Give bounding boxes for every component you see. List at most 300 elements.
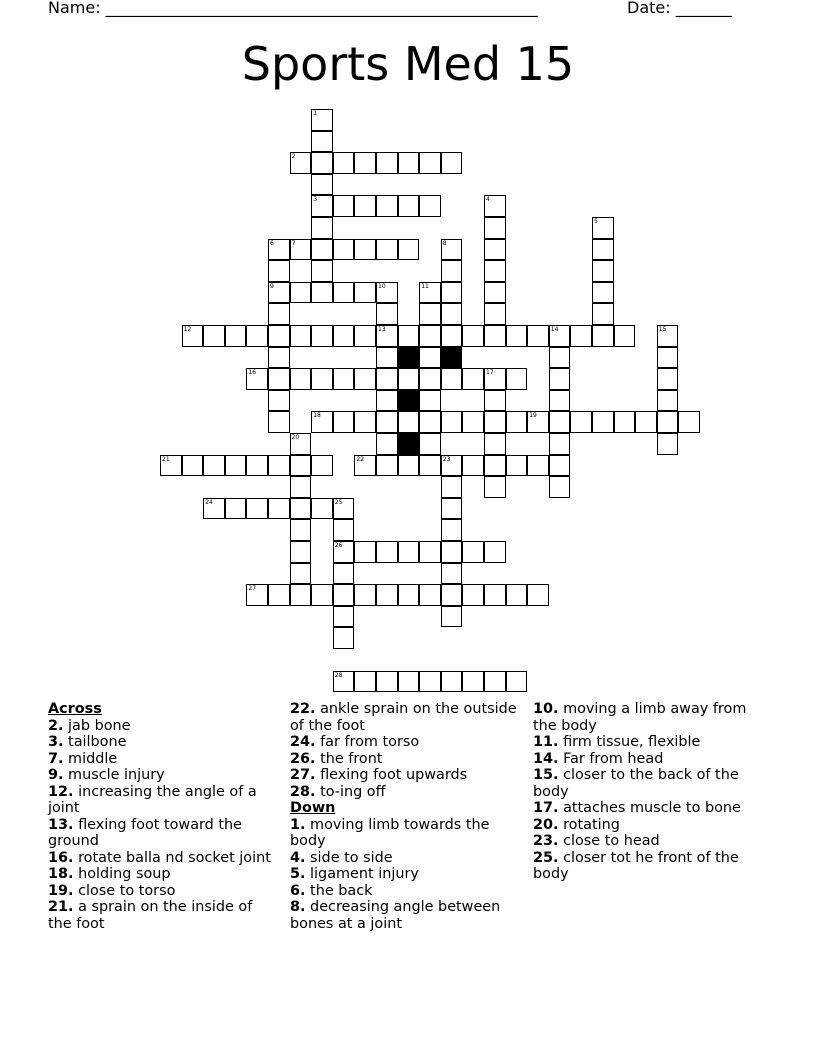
grid-cell[interactable]: [311, 217, 333, 239]
clue-text: ligament injury: [305, 866, 419, 882]
grid-cell[interactable]: [246, 455, 268, 477]
grid-cell[interactable]: [225, 498, 247, 520]
grid-cell[interactable]: [203, 498, 225, 520]
grid-cell[interactable]: [311, 152, 333, 174]
clue-item: [48, 784, 278, 817]
clue-number-label: 18.: [48, 866, 74, 882]
clue-number-label: 6.: [290, 882, 306, 899]
grid-cell[interactable]: [441, 541, 463, 563]
grid-cell[interactable]: [592, 282, 614, 304]
black-square: [398, 433, 420, 455]
grid-cell[interactable]: [268, 303, 290, 325]
date-field[interactable]: Date: _______: [627, 0, 732, 17]
grid-cell[interactable]: [376, 671, 398, 693]
clue-text: side to side: [305, 849, 393, 866]
grid-cell[interactable]: [484, 433, 506, 455]
grid-cell[interactable]: [398, 411, 420, 433]
grid-cell[interactable]: [333, 541, 355, 563]
grid-cell[interactable]: [333, 195, 355, 217]
clue-text: to-ing off: [315, 783, 386, 800]
clue-item: [290, 899, 520, 932]
grid-cell[interactable]: [333, 627, 355, 649]
grid-cell[interactable]: [268, 368, 290, 390]
grid-cell[interactable]: [333, 325, 355, 347]
clue-number: 2: [291, 153, 296, 161]
grid-cell[interactable]: [549, 390, 571, 412]
grid-cell[interactable]: [398, 195, 420, 217]
grid-cell[interactable]: [527, 455, 549, 477]
clue-number-label: 2.: [48, 717, 64, 734]
grid-cell[interactable]: [441, 606, 463, 628]
grid-cell[interactable]: [419, 455, 441, 477]
clue-number-label: 27.: [290, 767, 316, 783]
grid-cell[interactable]: [462, 368, 484, 390]
grid-cell[interactable]: [376, 303, 398, 325]
grid-cell[interactable]: [506, 411, 528, 433]
grid-cell[interactable]: [290, 239, 312, 261]
grid-cell[interactable]: [182, 325, 204, 347]
clue-number: 18: [313, 412, 321, 420]
clue-number: 23: [442, 455, 451, 463]
grid-cell[interactable]: [333, 498, 355, 520]
grid-cell[interactable]: [484, 282, 506, 304]
grid-cell[interactable]: [311, 368, 333, 390]
clues-column-3: [533, 701, 763, 883]
grid-cell[interactable]: [354, 368, 376, 390]
grid-cell[interactable]: [419, 433, 441, 455]
grid-cell[interactable]: [484, 584, 506, 606]
grid-cell[interactable]: [549, 347, 571, 369]
grid-cell[interactable]: [354, 325, 376, 347]
grid-cell[interactable]: [441, 584, 463, 606]
clue-text: middle: [63, 750, 118, 767]
clue-item: [48, 883, 278, 900]
grid-cell[interactable]: [333, 606, 355, 628]
grid-cell[interactable]: [376, 325, 398, 347]
grid-cell[interactable]: [462, 411, 484, 433]
grid-cell[interactable]: [398, 368, 420, 390]
grid-cell[interactable]: [311, 109, 333, 131]
grid-cell[interactable]: [311, 584, 333, 606]
clue-text: muscle injury: [63, 767, 165, 783]
grid-cell[interactable]: [268, 411, 290, 433]
clue-number-label: 3.: [48, 734, 64, 750]
clue-number-label: 21.: [48, 899, 74, 915]
grid-cell[interactable]: [614, 411, 636, 433]
clue-text: moving limb towards the body: [290, 816, 490, 849]
grid-cell[interactable]: [419, 411, 441, 433]
grid-cell[interactable]: [484, 411, 506, 433]
grid-cell[interactable]: [333, 563, 355, 585]
clue-item: [48, 899, 278, 932]
grid-cell[interactable]: [268, 584, 290, 606]
grid-cell[interactable]: [268, 260, 290, 282]
grid-cell[interactable]: [311, 282, 333, 304]
clue-number-label: 9.: [48, 767, 64, 783]
grid-cell[interactable]: [657, 433, 679, 455]
page-title: Sports Med 15: [241, 37, 575, 91]
grid-cell[interactable]: [419, 368, 441, 390]
grid-cell[interactable]: [333, 671, 355, 693]
grid-cell[interactable]: [441, 239, 463, 261]
grid-cell[interactable]: [484, 303, 506, 325]
grid-cell[interactable]: [354, 541, 376, 563]
grid-cell[interactable]: [484, 476, 506, 498]
grid-cell[interactable]: [290, 368, 312, 390]
grid-cell[interactable]: [549, 455, 571, 477]
grid-cell[interactable]: [398, 455, 420, 477]
grid-cell[interactable]: [268, 455, 290, 477]
grid-cell[interactable]: [268, 347, 290, 369]
clues-column-2: [290, 701, 520, 932]
grid-cell[interactable]: [203, 455, 225, 477]
clue-item: [290, 767, 520, 784]
grid-cell[interactable]: [311, 195, 333, 217]
grid-cell[interactable]: [376, 282, 398, 304]
grid-cell[interactable]: [419, 282, 441, 304]
clue-item: [533, 833, 763, 850]
grid-cell[interactable]: [376, 239, 398, 261]
clue-item: [533, 817, 763, 834]
grid-cell[interactable]: [419, 303, 441, 325]
grid-cell[interactable]: [527, 411, 549, 433]
grid-cell[interactable]: [290, 563, 312, 585]
grid-cell[interactable]: [419, 347, 441, 369]
grid-cell[interactable]: [398, 239, 420, 261]
grid-cell[interactable]: [592, 260, 614, 282]
grid-cell[interactable]: [549, 325, 571, 347]
grid-cell[interactable]: [246, 584, 268, 606]
clue-text: moving a limb away from the body: [533, 701, 747, 734]
grid-cell[interactable]: [376, 541, 398, 563]
clue-text: close to torso: [73, 882, 176, 899]
grid-cell[interactable]: [484, 195, 506, 217]
grid-cell[interactable]: [268, 239, 290, 261]
grid-cell[interactable]: [441, 368, 463, 390]
grid-cell[interactable]: [506, 325, 528, 347]
grid-cell[interactable]: [549, 411, 571, 433]
grid-cell[interactable]: [419, 325, 441, 347]
clue-item: [533, 800, 763, 817]
grid-cell[interactable]: [311, 131, 333, 153]
clue-item: [290, 866, 520, 883]
clue-number: 28: [334, 671, 343, 679]
clue-number-label: 19.: [48, 882, 74, 899]
grid-cell[interactable]: [376, 152, 398, 174]
grid-cell[interactable]: [246, 368, 268, 390]
grid-cell[interactable]: [657, 325, 679, 347]
clue-item: [48, 767, 278, 784]
clue-item: [48, 751, 278, 768]
grid-cell[interactable]: [311, 455, 333, 477]
grid-cell[interactable]: [592, 411, 614, 433]
clue-text: far from torso: [315, 734, 420, 750]
clue-text: rotating: [558, 816, 620, 833]
clue-item: [290, 701, 520, 734]
grid-cell[interactable]: [484, 368, 506, 390]
grid-cell[interactable]: [441, 325, 463, 347]
grid-cell[interactable]: [657, 411, 679, 433]
grid-cell[interactable]: [441, 411, 463, 433]
grid-cell[interactable]: [484, 239, 506, 261]
clue-number-label: 23.: [533, 833, 559, 849]
grid-cell[interactable]: [290, 541, 312, 563]
grid-cell[interactable]: [290, 455, 312, 477]
clue-number: 27: [248, 585, 257, 593]
grid-cell[interactable]: [592, 303, 614, 325]
grid-cell[interactable]: [376, 584, 398, 606]
black-square: [398, 347, 420, 369]
grid-cell[interactable]: [484, 455, 506, 477]
grid-cell[interactable]: [484, 325, 506, 347]
clue-item: [290, 850, 520, 867]
clue-number: 7: [291, 239, 296, 247]
grid-cell[interactable]: [398, 325, 420, 347]
clue-text: closer to the back of the body: [533, 767, 739, 800]
grid-cell[interactable]: [506, 584, 528, 606]
clue-item: [533, 734, 763, 751]
grid-cell[interactable]: [376, 195, 398, 217]
grid-cell[interactable]: [614, 325, 636, 347]
clues-column-1: [48, 701, 278, 932]
grid-cell[interactable]: [592, 217, 614, 239]
clue-number: 21: [162, 455, 170, 463]
clue-number: 9: [270, 282, 274, 290]
grid-cell[interactable]: [592, 325, 614, 347]
clue-number: 19: [529, 412, 537, 420]
grid-cell[interactable]: [290, 433, 312, 455]
clue-text: attaches muscle to bone: [558, 800, 741, 816]
grid-cell[interactable]: [441, 152, 463, 174]
grid-cell[interactable]: [376, 390, 398, 412]
clue-number: 14: [550, 326, 559, 333]
grid-cell[interactable]: [203, 325, 225, 347]
clue-item: [533, 850, 763, 883]
grid-cell[interactable]: [570, 325, 592, 347]
grid-cell[interactable]: [657, 347, 679, 369]
clue-text: firm tissue, flexible: [558, 734, 701, 750]
grid-cell[interactable]: [182, 455, 204, 477]
clue-number-label: 15.: [533, 767, 559, 783]
grid-cell[interactable]: [290, 498, 312, 520]
grid-cell[interactable]: [441, 671, 463, 693]
clue-number-label: 7.: [48, 750, 64, 767]
clue-text: increasing the angle of a joint: [48, 783, 257, 816]
clue-number: 16: [248, 369, 257, 377]
grid-cell[interactable]: [268, 390, 290, 412]
clue-text: ankle sprain on the outside of the foot: [290, 701, 517, 734]
grid-cell[interactable]: [549, 368, 571, 390]
grid-cell[interactable]: [506, 671, 528, 693]
clue-number-label: 4.: [290, 849, 306, 866]
grid-cell[interactable]: [333, 239, 355, 261]
grid-cell[interactable]: [462, 671, 484, 693]
clue-item: [48, 718, 278, 735]
grid-cell[interactable]: [290, 584, 312, 606]
grid-cell[interactable]: [441, 260, 463, 282]
grid-cell[interactable]: [268, 325, 290, 347]
clue-item: [290, 734, 520, 751]
grid-cell[interactable]: [354, 671, 376, 693]
grid-cell[interactable]: [549, 476, 571, 498]
grid-cell[interactable]: [290, 282, 312, 304]
grid-cell[interactable]: [570, 411, 592, 433]
grid-cell[interactable]: [441, 455, 463, 477]
clue-number-label: 20.: [533, 816, 559, 833]
grid-cell[interactable]: [333, 368, 355, 390]
grid-cell[interactable]: [506, 455, 528, 477]
grid-cell[interactable]: [484, 260, 506, 282]
clue-text: holding soup: [73, 866, 171, 882]
grid-cell[interactable]: [354, 282, 376, 304]
clue-text: Far from head: [558, 750, 664, 767]
grid-cell[interactable]: [484, 541, 506, 563]
clue-number: 20: [291, 434, 300, 441]
grid-cell[interactable]: [441, 303, 463, 325]
clue-number: 5: [594, 218, 598, 225]
clue-number: 22: [356, 455, 365, 463]
grid-cell[interactable]: [333, 519, 355, 541]
grid-cell[interactable]: [354, 239, 376, 261]
clue-number: 24: [205, 498, 213, 506]
grid-cell[interactable]: [419, 671, 441, 693]
grid-cell[interactable]: [376, 455, 398, 477]
grid-cell[interactable]: [290, 476, 312, 498]
grid-cell[interactable]: [376, 411, 398, 433]
grid-cell[interactable]: [419, 584, 441, 606]
grid-cell[interactable]: [311, 260, 333, 282]
grid-cell[interactable]: [462, 584, 484, 606]
grid-cell[interactable]: [506, 368, 528, 390]
grid-cell[interactable]: [160, 455, 182, 477]
clue-text: the front: [315, 750, 383, 767]
clue-number: 25: [334, 498, 343, 506]
grid-cell[interactable]: [657, 368, 679, 390]
clue-number-label: 11.: [533, 734, 559, 750]
grid-cell[interactable]: [398, 152, 420, 174]
grid-cell[interactable]: [246, 498, 268, 520]
black-square: [441, 347, 463, 369]
grid-cell[interactable]: [419, 195, 441, 217]
grid-cell[interactable]: [311, 411, 333, 433]
grid-cell[interactable]: [376, 368, 398, 390]
clue-number: 8: [442, 239, 447, 247]
clue-text: flexing foot toward the ground: [48, 816, 242, 849]
grid-cell[interactable]: [678, 411, 700, 433]
name-field[interactable]: Name: ______________________________________________________: [48, 0, 538, 17]
clue-number: 4: [486, 196, 490, 204]
clue-number: 15: [658, 326, 667, 333]
grid-cell[interactable]: [354, 455, 376, 477]
grid-cell[interactable]: [398, 671, 420, 693]
grid-cell[interactable]: [246, 325, 268, 347]
clue-item: [533, 701, 763, 734]
grid-cell[interactable]: [398, 541, 420, 563]
grid-cell[interactable]: [484, 217, 506, 239]
clue-text: flexing foot upwards: [315, 767, 468, 783]
grid-cell[interactable]: [290, 519, 312, 541]
grid-cell[interactable]: [333, 411, 355, 433]
grid-cell[interactable]: [462, 541, 484, 563]
clue-text: the back: [305, 882, 373, 899]
clue-item: [290, 817, 520, 850]
grid-cell[interactable]: [592, 239, 614, 261]
clue-number-label: 22.: [290, 701, 316, 717]
grid-cell[interactable]: [376, 347, 398, 369]
grid-cell[interactable]: [311, 239, 333, 261]
grid-cell[interactable]: [311, 174, 333, 196]
grid-cell[interactable]: [419, 541, 441, 563]
grid-cell[interactable]: [225, 325, 247, 347]
grid-cell[interactable]: [268, 498, 290, 520]
grid-cell[interactable]: [441, 563, 463, 585]
clue-number-label: 25.: [533, 849, 559, 866]
clue-text: tailbone: [63, 734, 127, 750]
clue-number-label: 16.: [48, 849, 74, 866]
grid-cell[interactable]: [290, 325, 312, 347]
grid-cell[interactable]: [419, 152, 441, 174]
grid-cell[interactable]: [419, 390, 441, 412]
grid-cell[interactable]: [657, 390, 679, 412]
grid-cell[interactable]: [527, 325, 549, 347]
grid-cell[interactable]: [484, 671, 506, 693]
clue-item: [48, 817, 278, 850]
clue-item: [290, 883, 520, 900]
clue-item: [533, 751, 763, 768]
clue-number: 3: [313, 196, 318, 204]
grid-cell[interactable]: [635, 411, 657, 433]
grid-cell[interactable]: [268, 282, 290, 304]
grid-cell[interactable]: [225, 455, 247, 477]
clue-text: close to head: [558, 833, 660, 849]
grid-cell[interactable]: [462, 325, 484, 347]
grid-cell[interactable]: [354, 152, 376, 174]
grid-cell[interactable]: [333, 152, 355, 174]
grid-cell[interactable]: [311, 325, 333, 347]
clue-number: 6: [270, 239, 274, 247]
grid-cell[interactable]: [333, 584, 355, 606]
clue-number: 12: [183, 326, 192, 333]
grid-cell[interactable]: [527, 584, 549, 606]
grid-cell[interactable]: [354, 584, 376, 606]
clue-number-label: 5.: [290, 866, 306, 882]
grid-cell[interactable]: [333, 282, 355, 304]
grid-cell[interactable]: [549, 433, 571, 455]
clue-number-label: 26.: [290, 750, 316, 767]
grid-cell[interactable]: [484, 390, 506, 412]
grid-cell[interactable]: [354, 411, 376, 433]
grid-cell[interactable]: [311, 498, 333, 520]
grid-cell[interactable]: [441, 282, 463, 304]
grid-cell[interactable]: [354, 195, 376, 217]
grid-cell[interactable]: [441, 498, 463, 520]
grid-cell[interactable]: [290, 152, 312, 174]
clue-number-label: 28.: [290, 783, 316, 800]
clue-number-label: 17.: [533, 800, 559, 816]
clue-item: [290, 751, 520, 768]
grid-cell[interactable]: [398, 584, 420, 606]
grid-cell[interactable]: [441, 519, 463, 541]
clue-number: 11: [421, 282, 429, 290]
clue-number-label: 1.: [290, 816, 306, 833]
grid-cell[interactable]: [462, 455, 484, 477]
grid-cell[interactable]: [376, 433, 398, 455]
clue-item: [48, 850, 278, 867]
clue-item: [290, 784, 520, 801]
grid-cell[interactable]: [441, 476, 463, 498]
clue-number-label: 8.: [290, 899, 306, 915]
across-heading: Across: [48, 701, 102, 717]
